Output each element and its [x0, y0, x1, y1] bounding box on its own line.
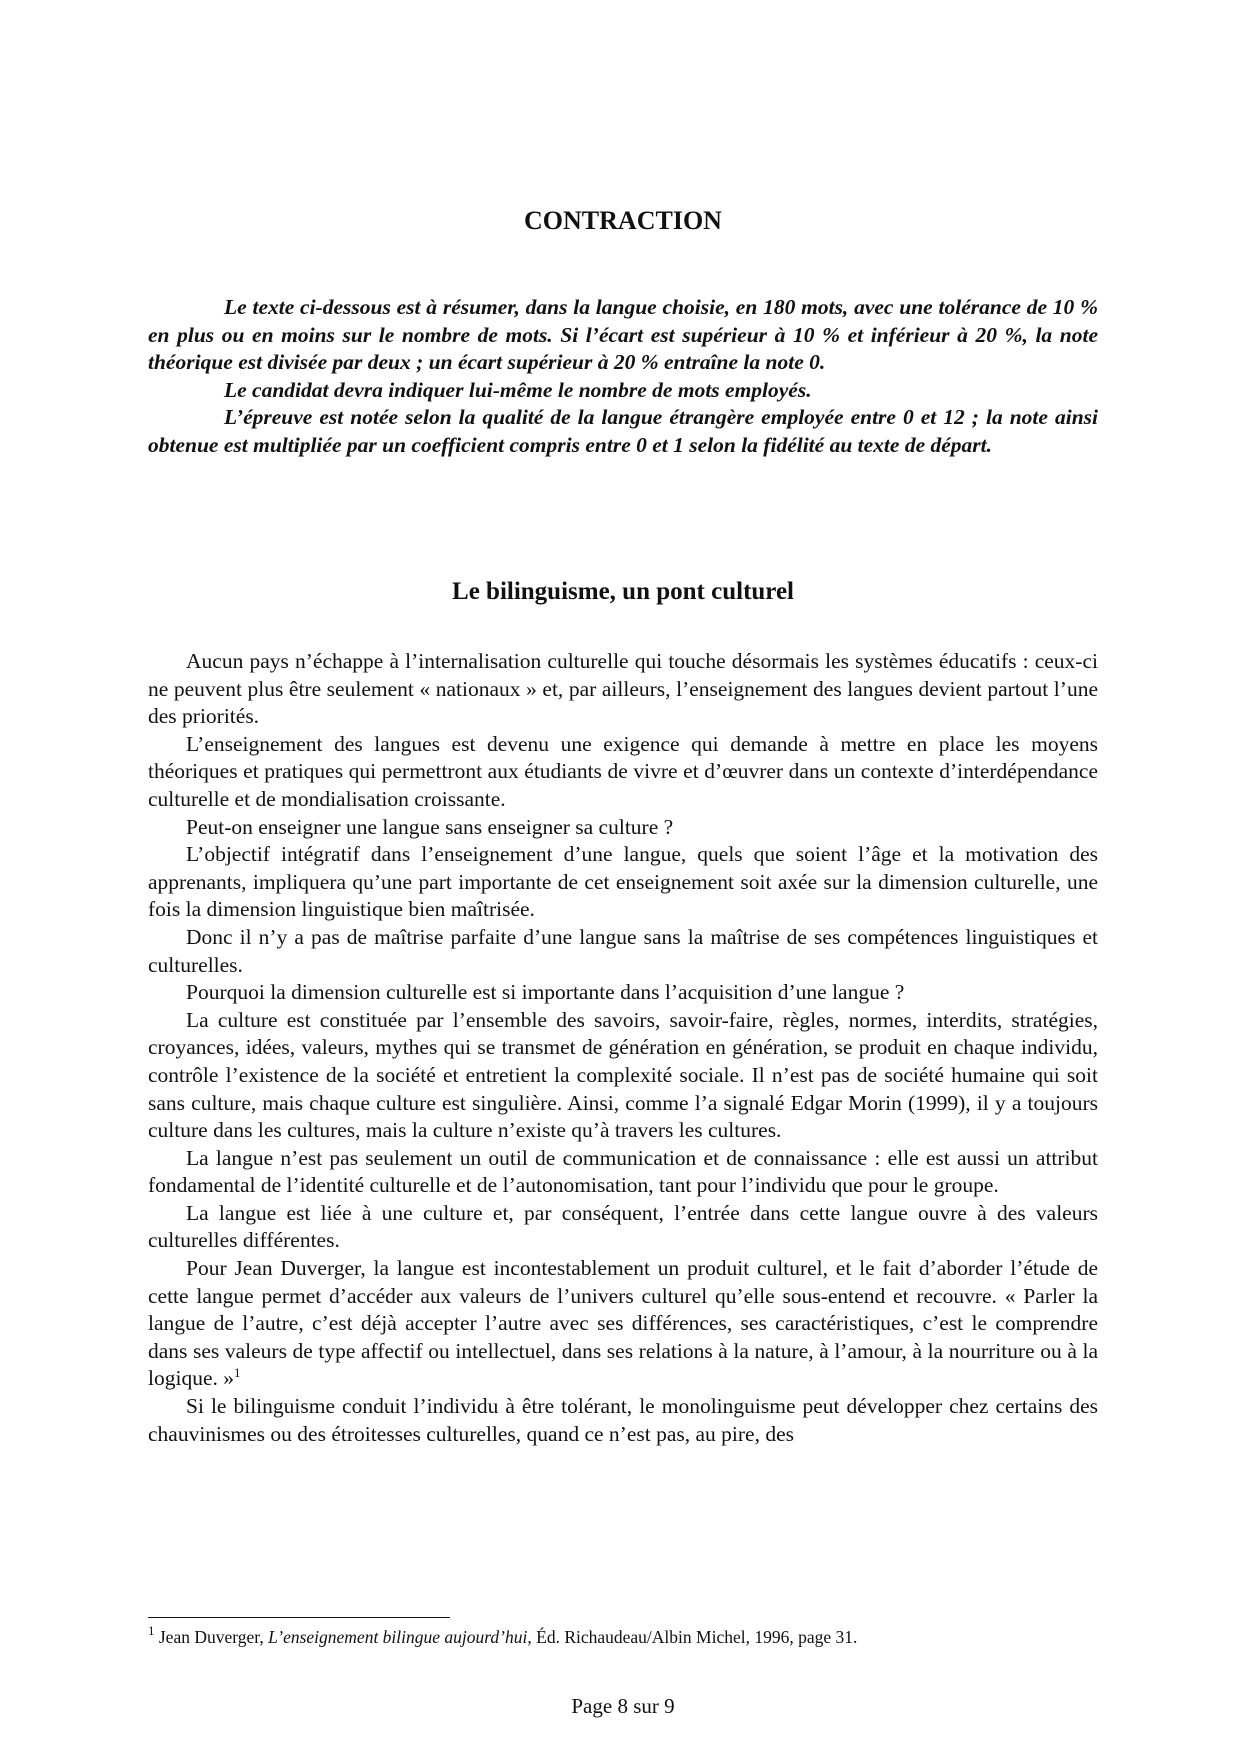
instruction-paragraph: Le texte ci-dessous est à résumer, dans la langue choisie, en 180 mots, avec une tolérance de 10 % en plus ou en moins sur le nombre de mots. Si l’écart est supérieur à 10 % et inférieur à 20 %, la note théorique est divisée par deux ; un écart supérieur à 20 % entraîne la note 0. [148, 295, 1098, 375]
article-paragraph-text: Pour Jean Duverger, la langue est incontestablement un produit culturel, et le fait d’aborder l’étude de cette langue permet d’accéder aux valeurs de l’univers culturel qu’elle sous-entend et recouvre. « Parler la langue de l’autre, c’est déjà accepter l’autre avec ses différences, ses caractéristiques, c’est le comprendre dans ses valeurs de type affectif ou intellectuel, dans ses relations à la nature, à l’amour, à la nourriture ou à la logique. » [148, 1256, 1098, 1391]
instructions-block [148, 294, 1098, 460]
footnote-author: Jean Duverger, [158, 1627, 264, 1647]
article-paragraph: L’enseignement des langues est devenu une exigence qui demande à mettre en place les moyens théoriques et pratiques qui permettront aux étudiants de vivre et d’œuvrer dans un contexte d’interdépendance culturelle et de mondialisation croissante. [148, 731, 1098, 811]
footnote-reference[interactable]: 1 [234, 1365, 241, 1381]
article-paragraph: La langue n’est pas seulement un outil de communication et de connaissance : elle est aussi un attribut fondamental de l’identité culturelle et de l’autonomisation, tant pour l’individu que pour le groupe. [148, 1145, 1098, 1198]
footnote-separator [148, 1617, 450, 1618]
instruction-paragraph: L’épreuve est notée selon la qualité de la langue étrangère employée entre 0 et 12 ; la note ainsi obtenue est multipliée par un coefficient compris entre 0 et 1 selon la fidélité au texte de départ. [148, 405, 1098, 457]
footnote-publication: , Éd. Richaudeau/Albin Michel, 1996, page 31. [527, 1627, 858, 1647]
article-paragraph: Si le bilinguisme conduit l’individu à être tolérant, le monolinguisme peut développer chez certains des chauvinismes ou des étroitesses culturelles, quand ce n’est pas, au pire, des [148, 1394, 1098, 1446]
footnote-marker: 1 [148, 1623, 155, 1638]
article-paragraph: Peut-on enseigner une langue sans enseigner sa culture ? [186, 814, 674, 839]
page-number: Page 8 sur 9 [571, 1694, 675, 1718]
article-paragraph: La langue est liée à une culture et, par conséquent, l’entrée dans cette langue ouvre à des valeurs culturelles différentes. [148, 1200, 1098, 1253]
page-title: CONTRACTION [524, 206, 722, 235]
footnote-book-title: L’enseignement bilingue aujourd’hui [268, 1627, 528, 1647]
article-paragraph: Aucun pays n’échappe à l’internalisation culturelle qui touche désormais les systèmes éducatifs : ceux-ci ne peuvent plus être seulement « nationaux » et, par ailleurs, l’enseignement des langues devient partout l’une des priorités. [148, 649, 1098, 729]
article-paragraph-with-footnote [148, 1255, 1098, 1393]
article-paragraph: Pourquoi la dimension culturelle est si importante dans l’acquisition d’une langue ? [186, 980, 905, 1005]
footnote [148, 1623, 1098, 1648]
document-page [148, 0, 1098, 1754]
instruction-paragraph: Le candidat devra indiquer lui-même le nombre de mots employés. [224, 377, 812, 402]
article-paragraph: La culture est constituée par l’ensemble des savoirs, savoir-faire, règles, normes, interdits, stratégies, croyances, idées, valeurs, mythes qui se transmet de génération en génération, se produit en chaque individu, contrôle l’existence de la société et entretient la complexité sociale. Il n’est pas de société humaine qui soit sans culture, mais chaque culture est singulière. Ainsi, comme l’a signalé Edgar Morin (1999), il y a toujours culture dans les cultures, mais la culture n’existe qu’à travers les cultures. [148, 1007, 1098, 1143]
article-paragraph: Donc il n’y a pas de maîtrise parfaite d’une langue sans la maîtrise de ses compétences linguistiques et culturelles. [148, 924, 1098, 977]
article-body [148, 648, 1098, 1448]
article-paragraph: L’objectif intégratif dans l’enseignement d’une langue, quels que soient l’âge et la motivation des apprenants, impliquera qu’une part importante de cet enseignement soit axée sur la dimension culturelle, une fois la dimension linguistique bien maîtrisée. [148, 842, 1098, 922]
article-title: Le bilinguisme, un pont culturel [452, 578, 794, 605]
